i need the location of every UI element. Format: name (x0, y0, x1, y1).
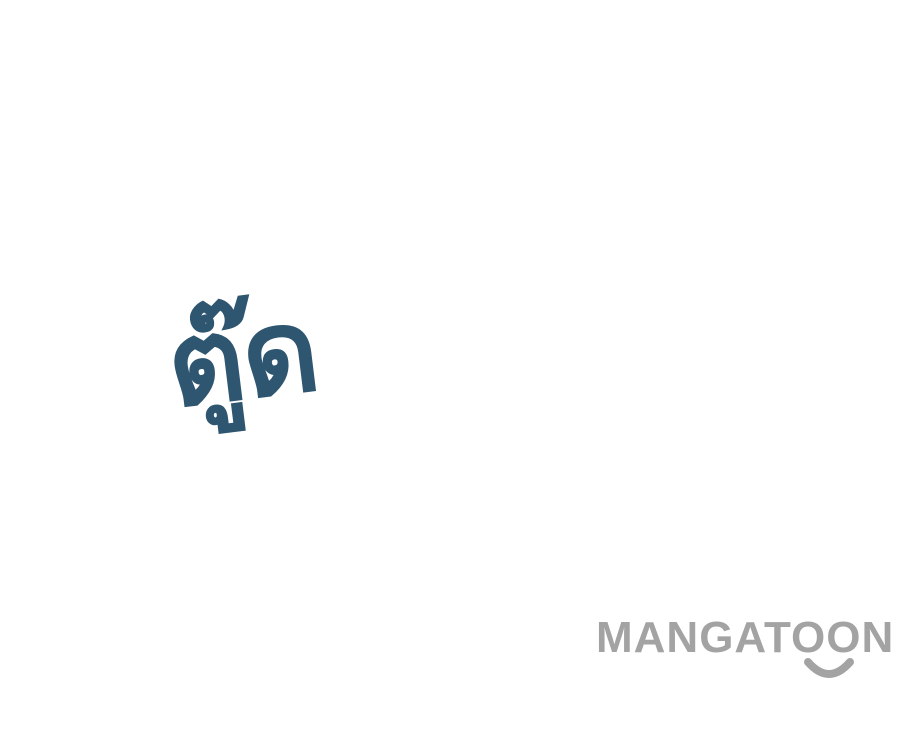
smile-icon (802, 656, 856, 682)
watermark (596, 612, 900, 684)
watermark-text: MANGATOON (596, 613, 895, 662)
sound-effect-text: ตู๊ด (159, 279, 325, 435)
